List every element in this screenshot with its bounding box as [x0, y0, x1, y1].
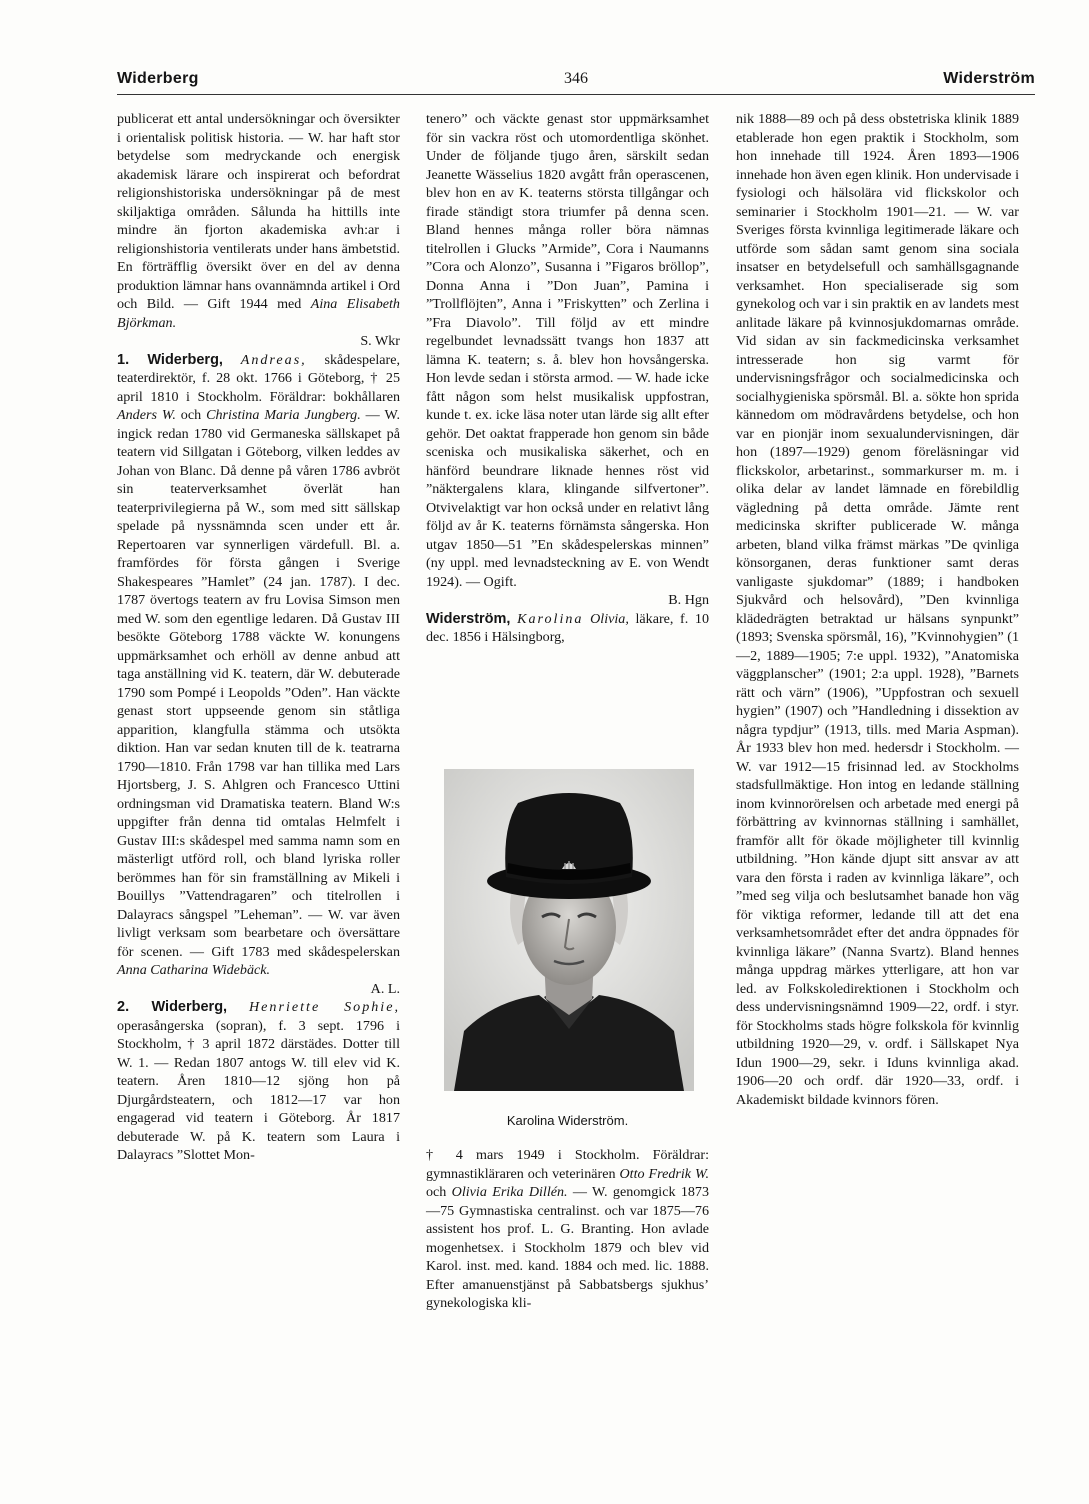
page-header	[117, 62, 1035, 98]
paragraph-intro	[117, 110, 400, 351]
parent-name: Otto Fredrik W.	[619, 1165, 710, 1182]
paragraph-karolina-cont	[426, 1146, 709, 1313]
signature-bhgn: B. Hgn	[668, 592, 709, 608]
entry-text: † 4 mars 1949 i Stockholm. Föräldrar: gymnastikläraren och veterinären	[426, 1147, 709, 1182]
portrait-figure	[426, 769, 709, 1091]
given-name-andreas: Andreas,	[240, 351, 307, 368]
entry-text: — W. genomgick 1873—75 Gymnastiska centralinst. och var 1875—76 assistent hos prof. L. G. Branting. Hon avlade mogenhetsex. i Stockholm 1879 och blev vid Karol. inst. med. kand. 1884 och med. lic. 1888. Efter amanuenstjänst på Sabbatsbergs sjukhus’ gynekologiska kli-	[426, 1184, 710, 1311]
text-column-2	[426, 110, 709, 647]
running-head-left: Widerberg	[117, 70, 199, 87]
parent-name: Olivia Erika Dillén.	[451, 1184, 568, 1200]
headword-andreas: 1. Widerberg,	[117, 351, 223, 368]
running-head-right: Widerström	[943, 70, 1035, 87]
entry-text: läkare, f. 10 dec. 1856 i Hälsingborg,	[426, 610, 709, 645]
text-column-2-lower	[426, 1146, 709, 1313]
entry-text: tenero” och väckte genast stor uppmärksamhet för sin vackra röst och utomordentliga skönhet. Under de följande tjugo åren, särskilt sedan Jeanette Wässelius 1820 avgått från operascenen, blev hon en av K. teaterns största tillgångar och firade ständigt stora triumfer på denna scen. Bland hennes många roller böra nämnas titelrollen i Glucks ”Armide”, Cora i Naumanns ”Cora och Alonzo”, Susanna i ”Figaros bröllop”, Donna Anna i ”Don Juan”, Pamina i ”Trollflöjten”, Anna i ”Friskytten” och Zerlina i ”Fra Diavolo”. Till följd av ett mindre regelbundet levnadssätt tvangs hon 1837 att lämna K. teatern; s. å. blev hon hovsångerska. Hon levde sedan i största armod. — W. hade icke fått någon som helst musikalisk uppfostran, kunde t. ex. icke läsa noter utan lärde sig allt efter gehör. Det oaktat frapperade hon genom sin både sceniska och musikaliska säkerhet, och en hänförd beundrare liknade hennes röst vid ”näktergalens klara, klingande silfvertoner”. Otvivelaktigt var hon också under en relativt lång följd av år K. teaterns förnämsta sångerska. Hon utgav 1850—51 ”En skådespelerskas minnen” (ny uppl. med levnadsteckning av E. von Wendt 1924). — Ogift.	[426, 111, 709, 590]
entry-text: och	[175, 407, 207, 423]
entry-text: skådespelare, teaterdirektör, f. 28 okt. 1766 i Göteborg, † 25 april 1810 i Stockholm. Föräldrar: bokhållaren	[117, 351, 400, 405]
entry-henriette-widerberg	[117, 998, 400, 1165]
page-number: 346	[564, 70, 588, 87]
entry-andreas-widerberg	[117, 351, 400, 999]
entry-text: — W. ingick redan 1780 vid Germaneska sällskapet på teatern vid Sillgatan i Göteborg, vilken leddes av Johan von Blanc. Då denne på våren 1786 avbröt sin teaterverksamhet överlät han teaterprivilegierna på W., som med sitt sällskap spelade på nyssnämnda scen under ett år. Repertoaren var synnerligen värdefull. Bl. a. framfördes för första gången i Sverige Shakespeares ”Hamlet” (24 jan. 1787). I dec. 1787 övertogs teatern av fru Lovisa Simson men med W. som den egentlige ledaren. Då Gustav III besökte Göteborg 1788 väckte W. konungens uppmärksamhet och erhöll av denne anbud att taga anställning vid K. teatern, där W. debuterade 1790 som Pompé i Leopolds ”Oden”. Han väckte genast stort uppseende genom sin ståtliga apparition, klangfulla stämma och utsökta diktion. Han var sedan knuten till de k. teatrarna 1790—1810. Från 1798 var han tillika med Lars Hjortsberg, J. S. Ahlgren och Francesco Uttini ordningsman vid Dramatiska teatern. Bland W:s uppgifter från denna tid omtalas Helmfelt i Gustav III:s skådespel med samma namn som en mästerligt utförd roll, och bland lyriska roller berömmes han för sin framställning av Mikeli i Bouillys ”Vattendragaren” och titelrollen i Dalayracs sångspel ”Leheman”. — W. var även livligt verksam som bearbetare och översättare för scenen. — Gift 1783 med skådespelerskan	[117, 407, 400, 960]
headword-henriette: 2. Widerberg,	[117, 999, 228, 1015]
entry-karolina-widerstrom	[426, 610, 709, 647]
given-name-karolina: Karolina	[517, 610, 584, 627]
spouse-name: Anna Catharina Widebäck.	[117, 962, 271, 978]
given-name-henriette: Henriette Sophie,	[248, 999, 400, 1015]
text-column-1	[117, 110, 400, 1165]
paragraph-henriette-cont	[426, 110, 709, 610]
given-name-olivia: Olivia,	[590, 610, 629, 627]
portrait-photo	[444, 769, 694, 1091]
paragraph-karolina-main: nik 1888—89 och på dess obstetriska klinik 1889 etablerade hon egen praktik i Stockholm, som hon innehade till 1924. Åren 1893—1906 innehade hon även egen klinik. Hon undervisade i fysiologi och hälsolära vid flickskolor och seminarier i Stockholm 1901—21. — W. var Sveriges första kvinnliga legitimerade läkare och utförde som sådan samt genom sina sociala insatser en betydelsefull och samhällsgagnande verksamhet. Hon specialiserade sig som gynekolog och var i sin praktik en av landets mest anlitade läkare på kvinnosjukdomarnas område. Vid sidan av sin fackmedicinska verksamhet intresserade hon sig varmt för undervisningsfrågor och socialmedicinska och socialhygieniska spörsmål. Bl. a. sökte hon sprida kännedom om mödravårdens betydelse, och hon var en pionjär inom sexualundervisningen, där hon (1897—1929) genom föreläsningar vid flickskolor, arbetarinst., sommarkurser m. m. i olika delar av landet lämnade en förebildlig vägledning på detta område. Jämte rent medicinska skrifter publicerade W. många arbeten, bland vilka främst märkas ”De qvinliga könsorganen, deras funktioner samt deras vanligaste sjukdomar” (1889; i handboken Sjukvård och helsovård), ”Den kvinnliga klädedrägten betraktad ur hälsans synpunkt” (1893; Svenska spörsmål, 16), ”Kvinnohygien” (1—2, 1889—1905; 7:e uppl. 1932), ”Anatomiska väggplanscher” (1901; 2:a uppl. 1928), ”Barnets rätt och värn” (1906), ”Uppfostran och sexuell hygien” (1907) och ”Handledning i dissektion av några typdjur” (1913, tills. med Maria Aspman). År 1933 blev hon med. hedersdr i Stockholm. — W. var 1912—15 frisinnad led. av Stockholms stadsfullmäktige. Hon intog en ledande ställning inom kvinnorörelsen och arbetade med energi på förbättring av kvinnornas ställning i samhället, framför allt för ökade möjligheter till kvinnlig utbildning. ”Hon kände djupt sitt ansvar av att vara den första i raden av kvinnliga läkare”, och ”med seg vilja och beslutsamhet banade hon väg för viktiga reformer, ledande till att det ena verksamhetsområdet efter det andra öppnades för kvinnliga läkare” (Nanna Svartz). Bland hennes många uppdrag märkes ytterligare, att hon var led. av Folkskoledirektionen i Stockholm och dess undervisningsnämnd 1909—22, ordf. i styr. för Stockholms stads högre folkskola för kvinnlig utbildning 1920—29, v. ordf. i Sällskapet Nya Idun 1900—29, sekr. i Iduns kvinnliga akad. 1906—20 och ordf. där 1920—33, ordf. i Akademiskt bildade kvinnors fören.	[736, 111, 1020, 1108]
portrait-caption: Karolina Widerström.	[506, 1113, 629, 1128]
text-column-3	[736, 110, 1019, 1109]
parent-name: Anders W.	[117, 407, 176, 423]
signature-swkr: S. Wkr	[360, 333, 400, 349]
intro-text: publicerat ett antal undersökningar och översikter i orientalisk politisk historia. — W. har haft stor betydelse som medryckande och energisk akademisk lärare och inspirerat och befordrat religionshistoriska undersökningar på de mest skiljaktiga områden. Sålunda ha hittills inte mindre än fjorton akademiska avh:ar i religionshistoria ventilerats under hans ämbetstid. En förträfflig översikt över en del av denna produktion lämnar hans ovannämnda artikel i Ord och Bild. — Gift 1944 med	[117, 111, 400, 312]
headword-karolina: Widerström,	[426, 610, 511, 627]
entry-text: operasångerska (sopran), f. 3 sept. 1796 i Stockholm, † 3 april 1872 därstädes. Dotter till W. 1. — Redan 1807 antogs W. till elev vid K. teatern. Åren 1810—12 sjöng hon på Djurgårdsteatern, och 1812—17 var hon engagerad vid teatern i Göteborg. År 1817 debuterade W. på K. teatern som Laura i Dalayracs ”Slottet Mon-	[117, 1017, 400, 1163]
portrait-illustration	[444, 769, 694, 1091]
signature-al: A. L.	[370, 980, 400, 997]
parent-name: Christina Maria Jungberg.	[206, 407, 361, 423]
entry-text: och	[426, 1184, 452, 1200]
intro-spouse: Aina Elisabeth Björkman.	[117, 296, 400, 331]
header-rule	[117, 94, 1035, 95]
